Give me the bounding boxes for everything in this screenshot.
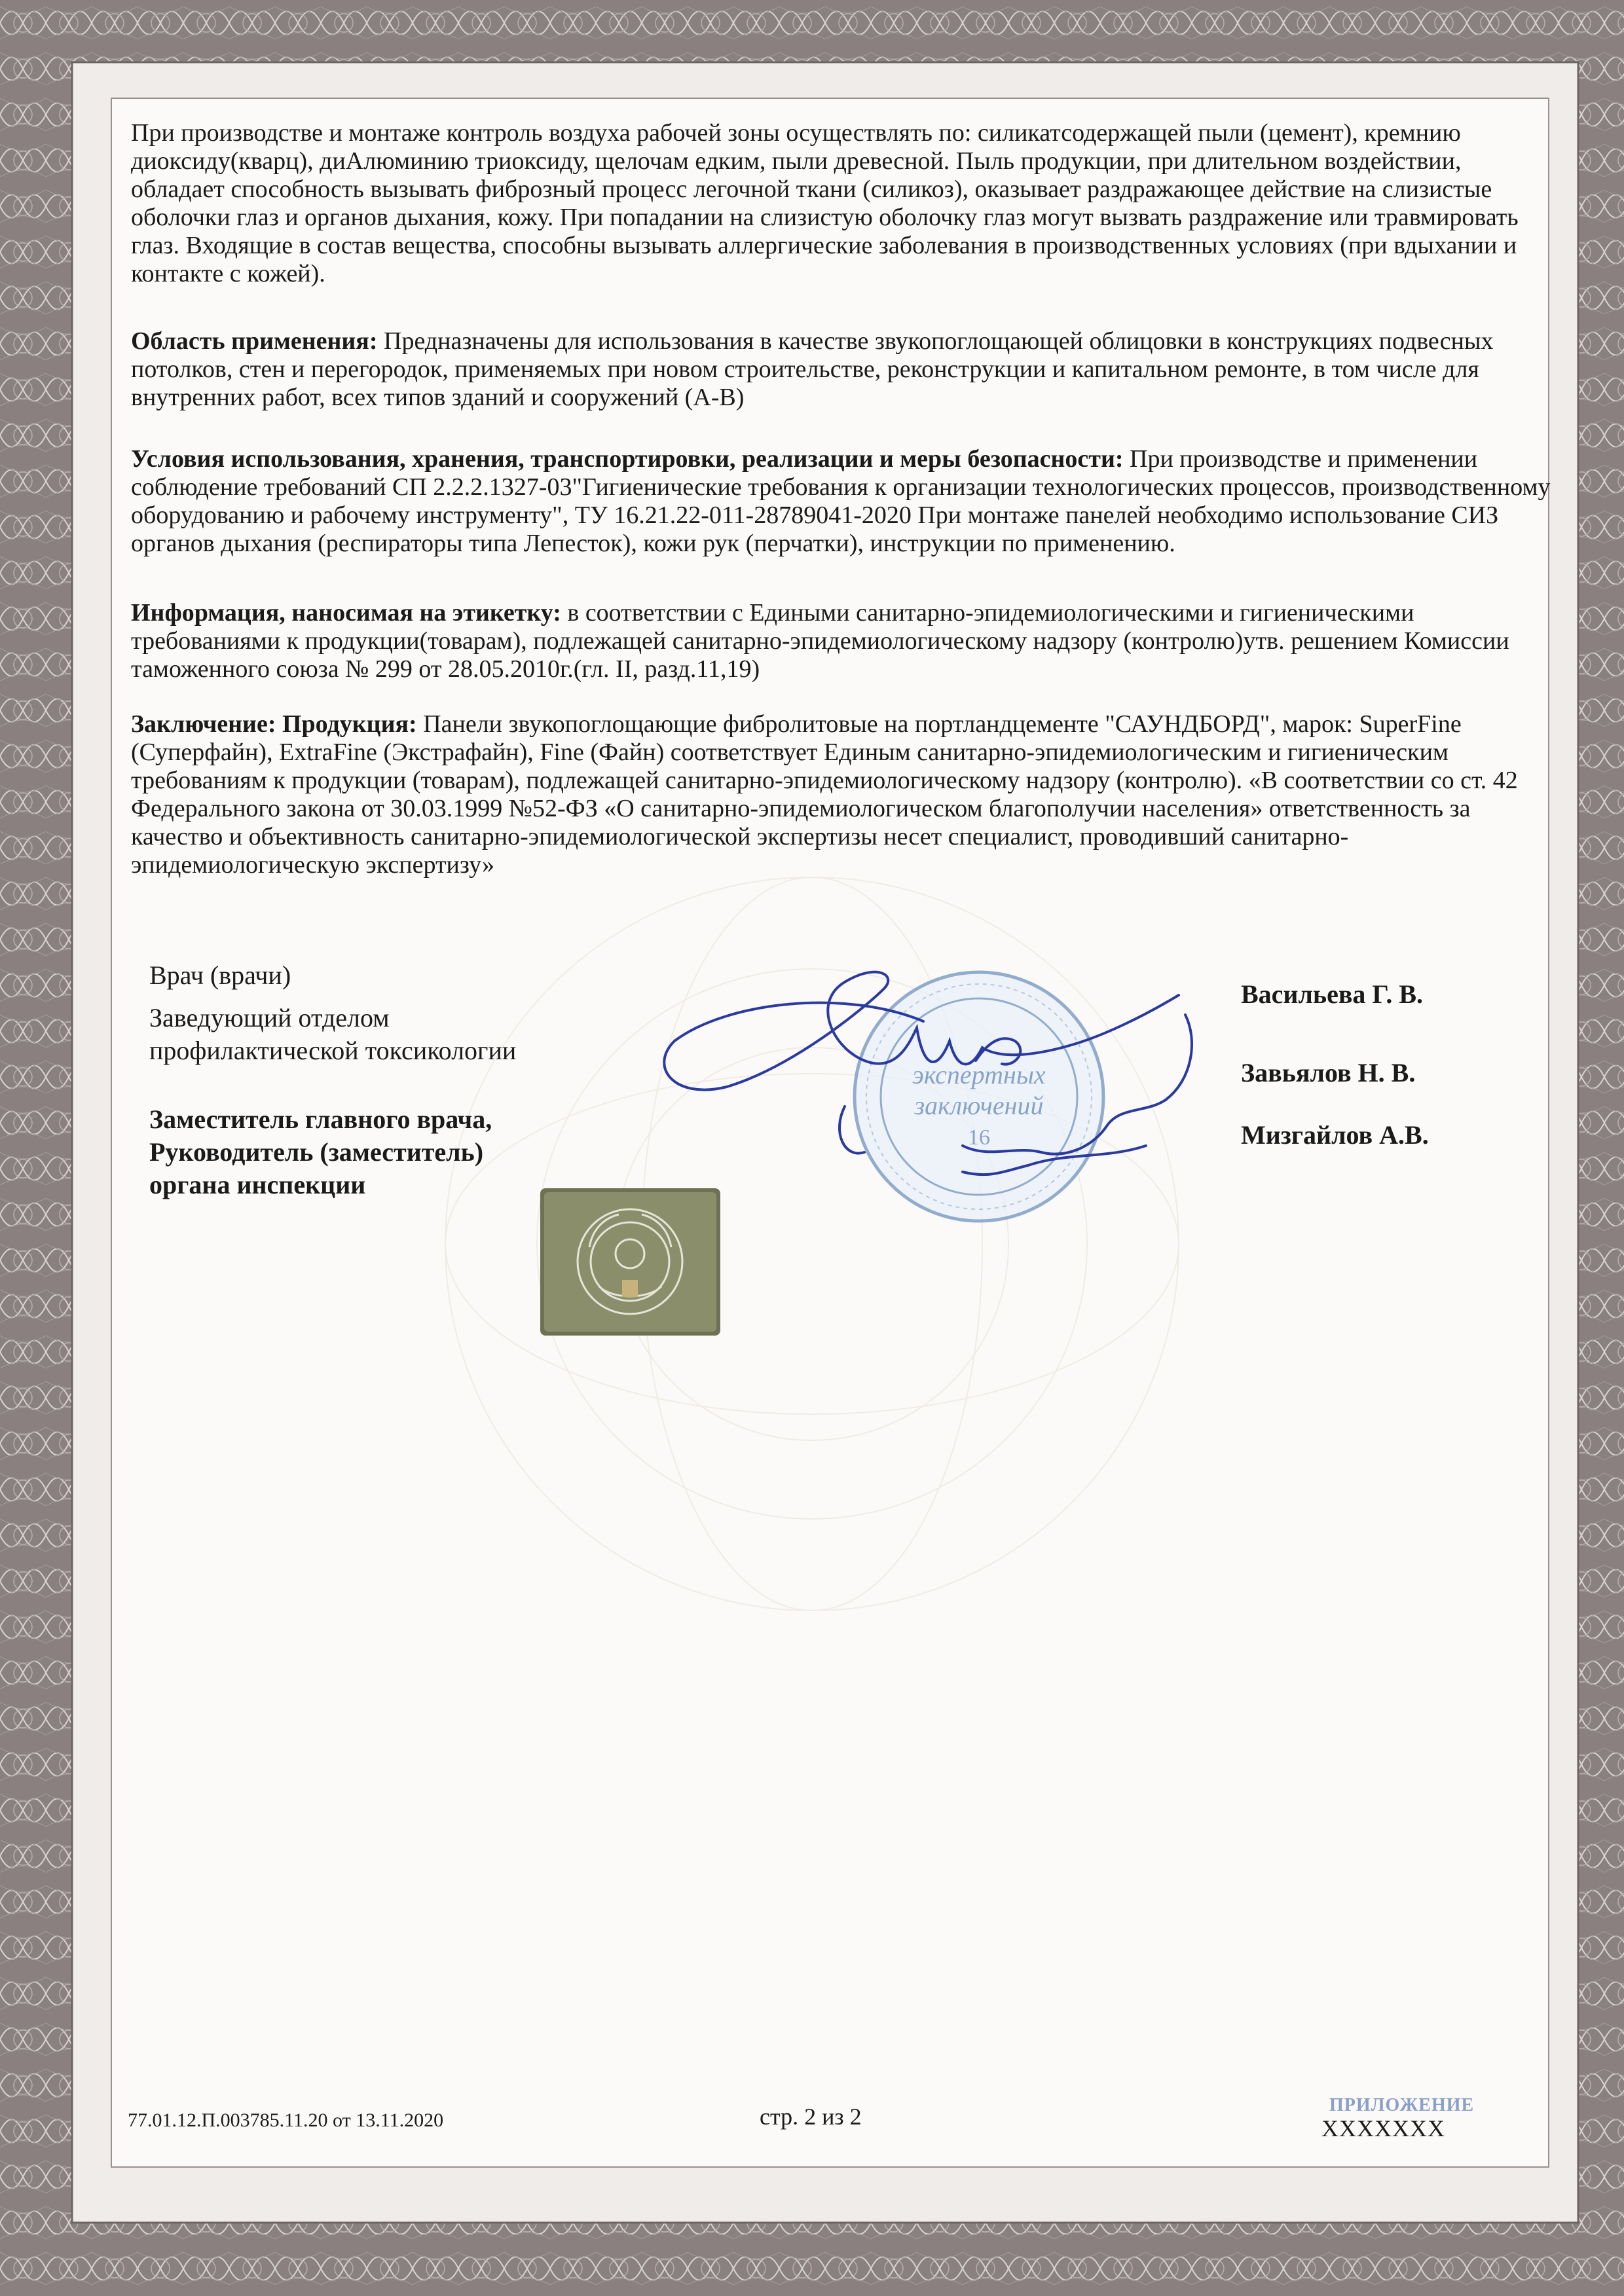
product-label: Продукция: [282, 710, 417, 738]
conditions-text: При производстве и применении соблюдение требований СП 2.2.2.1327-03"Гигиенические требования к организации технологических процессов, производственному оборудованию и рабочему инструменту", ТУ 16.21.22-011-28789041-2020 При монтаже панелей необходимо использование СИЗ органов дыхания (респираторы типа Лепесток), кожи рук (перчатки), инструкции по применению. [131, 445, 1551, 557]
stamp-text-1: экспертных [912, 1060, 1046, 1089]
appendix-label: ПРИЛОЖЕНИЕ [1329, 2095, 1475, 2115]
conditions-paragraph [131, 445, 1555, 558]
label-info-paragraph [131, 599, 1555, 683]
handwritten-signatures [648, 910, 1238, 1224]
application-label: Область применения: [131, 327, 378, 355]
application-paragraph [131, 327, 1555, 412]
deputy-title-line1: Заместитель главного врача, [149, 1104, 492, 1134]
application-text: Предназначены для использования в качестве звукопоглощающей облицовки в конструкциях подвесных потолков, стен и перегородок, применяемых при новом строительстве, реконструкции и капитальном ремонте, в том числе для внутренних работ, всех типов зданий и сооружений (А-В) [131, 327, 1494, 411]
label-info-label: Информация, наносимая на этикетку: [131, 599, 561, 627]
signer-name-1: Васильева Г. В. [1241, 979, 1424, 1009]
head-title [149, 1002, 516, 1067]
deputy-title-line3: органа инспекции [149, 1170, 366, 1199]
registration-number: 77.01.12.П.003785.11.20 от 13.11.2020 [128, 2109, 444, 2131]
head-title-line1: Заведующий отделом [149, 1003, 390, 1032]
signer-name-3: Мизгайлов А.В. [1241, 1120, 1429, 1150]
air-control-text: При производстве и монтаже контроль воздуха рабочей зоны осуществлять по: силикатсодержащей пыли (цемент), кремнию диоксиду(кварц), диАлюминию триоксиду, щелочам едким, пыли древесной. Пыль продукции, при длительном воздействии, обладает способность вызывать фиброзный процесс легочной ткани (силикоз), оказывает раздражающее действие на слизистые оболочки глаз и органов дыхания, кожу. При попадании на слизистую оболочку глаз могут вызвать раздражение или травмировать глаз. Входящие в состав вещества, способны вызывать аллергические заболевания в производственных условиях (при вдыхании и контакте с кожей). [131, 119, 1519, 287]
deputy-title-line2: Руководитель (заместитель) [149, 1137, 484, 1167]
doctor-title: Врач (врачи) [149, 960, 291, 990]
label-info-text: в соответствии с Едиными санитарно-эпидемиологическими и гигиеническими требованиями к продукции(товарам), подлежащей санитарно-эпидемиологическому надзору (контролю)утв. решением Комиссии таможенного союза № 299 от 28.05.2010г.(гл. II, разд.11,19) [131, 599, 1509, 683]
signer-name-2: Завьялов Н. В. [1241, 1058, 1416, 1087]
head-title-line2: профилактической токсикологии [149, 1036, 517, 1065]
conclusion-label: Заключение: [131, 710, 276, 738]
page-number: стр. 2 из 2 [760, 2104, 862, 2130]
hologram-seal [540, 1188, 720, 1336]
deputy-title [149, 1103, 492, 1201]
conditions-label: Условия использования, хранения, транспортировки, реализации и меры безопасности: [131, 445, 1124, 473]
air-control-paragraph [131, 119, 1555, 288]
stamp-text-2: заключений [914, 1091, 1044, 1120]
conclusion-paragraph [131, 710, 1555, 879]
form-code: XXXXXXX [1321, 2115, 1445, 2141]
conclusion-text: Панели звукопоглощающие фибролитовые на портландцементе "САУНДБОРД", марок: SuperFine (Суперфайн), ExtraFine (Экстрафайн), Fine (Файн) соответствует Единым санитарно-эпидемиологическим и гигиеническим требованиям к продукции (товарам), подлежащей санитарно-эпидемиологическому надзору (контролю). «В соответствии со ст. 42 Федерального закона от 30.03.1999 №52-ФЗ «О санитарно-эпидемиологическом благополучии населения» ответственность за качество и объективность санитарно-эпидемиологической экспертизы несет специалист, проводивший санитарно-эпидемиологическую экспертизу» [131, 710, 1518, 879]
stamp-text-3: 16 [968, 1125, 990, 1150]
